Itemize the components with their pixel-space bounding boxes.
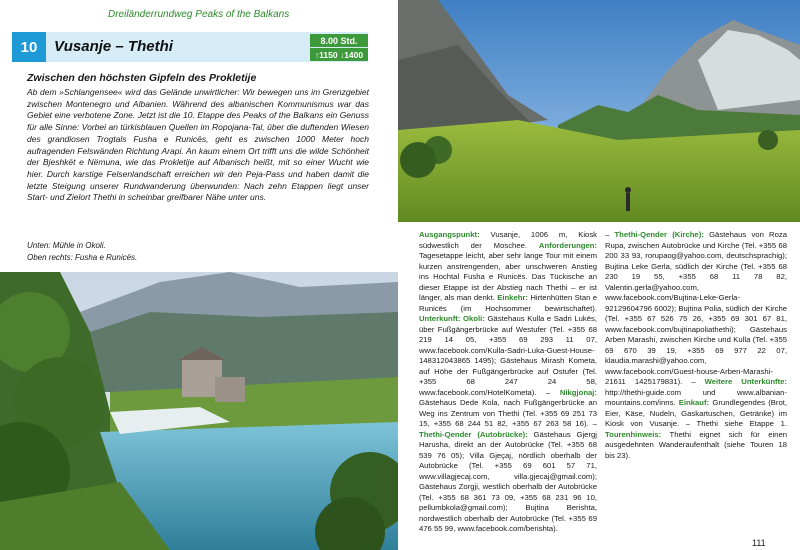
tour-hint-text: Thethi eignet sich für einen ausgedehnten Wanderaufenthalt (siehe Touren 18 bis 23). xyxy=(605,429,788,460)
refreshment-text: Hirtenhütten Stan e Runicës (im Hochsommer bewirtschaftet). xyxy=(419,293,598,313)
series-title: Dreiländerrundweg Peaks of the Balkans xyxy=(108,9,290,20)
thethi-qender-kirche-text: Gästehaus von Roza Rupa, zwischen Autobrücke und Kirche (Tel. +355 68 200 33 93, rorupaog@yahoo.com, deutschsprachig); Bujtina Leke Gerla, südlich der Kirche (Tel. +355 68 230 19 55, +355 68 11 78 82, Valentin.gerla@yahoo.com, www.facebook.com/Bujtina-Leke-Gerla-92129604796 6002); Bujtina Polia, südlich der Kirche (Tel. +355 67 526 75 26, +355 69 301 67 81, www.facebook.com/bujtinapoliathethi); Gästehaus Arben Marashi, zwischen Kirche und Kulla (Tel. +355 69 670 39 19, +355 69 977 22 07, klaudia.marashi@yahoo.com, www.facebook.com/Guest-house-Arben-Marashi-21611 1425179831). xyxy=(605,230,787,386)
tour-title: Vusanje – Thethi xyxy=(54,38,173,55)
thethi-qender-autobruecke-text: Gästehaus Gjergj Harusha, direkt an der Autobrücke (Tel. +355 68 539 76 05); Villa Gjeçaj, nördlich oberhalb der Autobrücke (Tel. +355 69 601 57 71, www.villagjecaj.com, villa.gjecaj@gmail.com); Gästehaus Zorgji, westlich oberhalb der Autobrücke (Tel. +355 68 361 73 09, +355 68 231 96 10, pellumbkola@gmail.com); Bujtina Berishta, nordwestlich oberhalb der Autobrücke (Tel. +355 69 476 55 99, www.facebook.com/berishta). xyxy=(419,429,597,533)
shopping-text: Grundlegendes (Brot, Eier, Käse, Nudeln, Gaskartuschen, Getränke) im Kiosk von Vusanje. – Thethi siehe Etappe 1. xyxy=(605,398,787,428)
more-accommodation-label: Weitere Unterkünfte: xyxy=(704,377,787,386)
requirements-text: Tagesetappe leicht, aber sehr lange Tour mit einem kurzen anstrengenden, aber unschweren Anstieg ins Hochtal Fusha e Runicës. Das Tückische an dieser Etappe ist der Abstieg nach Thethi – er ist länger, als man denkt. xyxy=(419,251,597,302)
okoli-text: Gästehaus Kulla e Sadri Lukës, über Fußgängerbrücke auf Westufer (Tel. +355 68 219 14 05, +355 69 293 11 07, www.facebook.com/Kulla-Sadri-Luka-Guest-House-148312043865 1495); Gästehaus Mirash Kometa, auf Höhe der Fußgängerbrücke auf Ostufer (Tel. +355 68 247 24 58, www.facebook.com/HotelKometa). xyxy=(419,314,597,397)
intro-text: Ab dem »Schlangensee« wird das Gelände unwirtlicher: Wir bewegen uns im Grenzgebiet zwischen Montenegro und Albanien. Während des albanischen Kommunismus war das Gebiet eine verbotene Zone. Jetzt ist die 10. Etappe des Peaks of the Balkans ein Genuss für alle Sinne: Vorbei an türkisblauen Quellen im Ropojana-Tal, über die duftenden Wiesen des grandiosen Trogtals Fusha e Runicës, geht es zwischen 1000 Meter hoch aufragenden Felswänden Richtung Arapi. An kaum einem Ort trifft uns die wilde Schönheit der Bjeshkët e Nëmuna, wie das Prokletije auf Albanisch heißt, mit so einer Wucht wie hier. Durch karstige Felsenlandschaft erreichen wir den Peja-Pass und haben damit die letzte Steigung unserer Rundwanderung überwunden: Nach zehn Etappen liegt unser Start- und Zielort Thethi in scheinbar greifbarer Nähe unter uns. xyxy=(27,87,369,203)
start-label: Ausgangspunkt: xyxy=(419,230,480,239)
accommodation-label: Unterkunft: xyxy=(419,314,461,323)
nikgjonaj-text: Gästehaus Dede Kola, nach Fußgängerbrücke an Weg ins Zentrum von Thethi (Tel. +355 69 251 73 15, +355 68 244 51 82, +355 67 263 58 16). xyxy=(419,398,597,428)
info-column-right: – Thethi-Qender (Kirche): Gästehaus von Roza Rupa, zwischen Autobrücke und Kirche (Tel. +355 68 200 33 93, rorupaog@yahoo.com, deutschsprachig); Bujtina Leke Gerla, südlich der Kirche (Tel. +355 68 230 19 55, +355 68 11 78 82, Valentin.gerla@yahoo.com, www.facebook.com/Bujtina-Leke-Gerla-92129604796 6002); Bujtina Polia, südlich der Kirche (Tel. +355 67 526 75 26, +355 69 301 67 81, www.facebook.com/bujtinapoliathethi); Gästehaus Arben Marashi, zwischen Kirche und Kulla (Tel. +355 69 670 39 19, +355 69 977 22 07, klaudia.marashi@yahoo.com, www.facebook.com/Guest-house-Arben-Marashi-21611 1425179831). – Weitere Unterkünfte: http://thethi-guide.com und www.albanian-mountains.com/inns. Einkauf: Grundlegendes (Brot, Eier, Käse, Nudeln, Gaskartuschen, Getränke) im Kiosk von Vusanje. – Thethi siehe Etappe 1. Tourenhinweis: Thethi eignet sich für einen ausgedehnten Wanderaufenthalt (siehe Touren 18 bis 23). xyxy=(605,230,788,460)
requirements-label: Anforderungen: xyxy=(538,240,597,250)
tour-header xyxy=(12,32,368,62)
photo-fusha-e-runices xyxy=(398,0,800,222)
tour-duration-badge: 8.00 Std. xyxy=(310,34,368,47)
thethi-qender-kirche-label: Thethi-Qender (Kirche): xyxy=(614,230,704,239)
tour-number-badge: 10 xyxy=(12,32,46,62)
refreshment-label: Einkehr: xyxy=(497,293,528,302)
caption-bottom-photo: Unten: Mühle in Okoli. xyxy=(27,241,106,250)
start-text: Vusanje, 1006 m, Kiosk südwestlich der Moschee. xyxy=(419,230,598,250)
okoli-label: Okoli: xyxy=(463,314,485,323)
tour-hint-label: Tourenhinweis: xyxy=(605,429,662,439)
intro-heading: Zwischen den höchsten Gipfeln des Prokletije xyxy=(27,72,257,84)
info-column-left: Ausgangspunkt: Vusanje, 1006 m, Kiosk südwestlich der Moschee. Anforderungen: Tagesetappe leicht, aber sehr lange Tour mit einem kurzen anstrengenden, aber unschweren Anstieg ins Hochtal Fusha e Runicës. Das Tückische an dieser Etappe ist der Abstieg nach Thethi – er ist länger, als man denkt. Einkehr: Hirtenhütten Stan e Runicës (im Hochsommer bewirtschaftet). Unterkunft: Okoli: Gästehaus Kulla e Sadri Lukës, über Fußgängerbrücke auf Westufer (Tel. +355 68 219 14 05, +355 69 293 11 07, www.facebook.com/Kulla-Sadri-Luka-Guest-House-148312043865 1495); Gästehaus Mirash Kometa, auf Höhe der Fußgängerbrücke auf Ostufer (Tel. +355 68 247 24 58, www.facebook.com/HotelKometa). – Nikgjonaj: Gästehaus Dede Kola, nach Fußgängerbrücke an Weg ins Zentrum von Thethi (Tel. +355 69 251 73 15, +355 68 244 51 82, +355 67 263 58 16). – Thethi-Qender (Autobrücke): Gästehaus Gjergj Harusha, direkt an der Autobrücke (Tel. +355 68 539 76 05); Villa Gjeçaj, nördlich oberhalb der Autobrücke (Tel. +355 69 601 57 71, www.villagjecaj.com, villa.gjecaj@gmail.com); Gästehaus Zorgji, westlich oberhalb der Autobrücke (Tel. +355 68 361 73 09, +355 68 231 96 10, pellumbkola@gmail.com); Bujtina Berishta, nordwestlich oberhalb der Autobrücke (Tel. +355 69 476 55 99, www.facebook.com/berishta). xyxy=(419,230,598,533)
photo-muehle-in-okoli xyxy=(0,272,398,550)
caption-top-photo: Oben rechts: Fusha e Runicës. xyxy=(27,253,138,262)
thethi-qender-autobruecke-label: Thethi-Qender (Autobrücke): xyxy=(419,429,528,439)
shopping-label: Einkauf: xyxy=(678,398,710,407)
tour-ascent-descent-badge: ↑1150 ↓1400 xyxy=(310,48,368,61)
more-accommodation-text: http://thethi-guide.com und www.albanian-mountains.com/inns. xyxy=(605,387,787,407)
nikgjonaj-label: Nikgjonaj: xyxy=(559,387,597,397)
page-number: 111 xyxy=(752,538,766,548)
